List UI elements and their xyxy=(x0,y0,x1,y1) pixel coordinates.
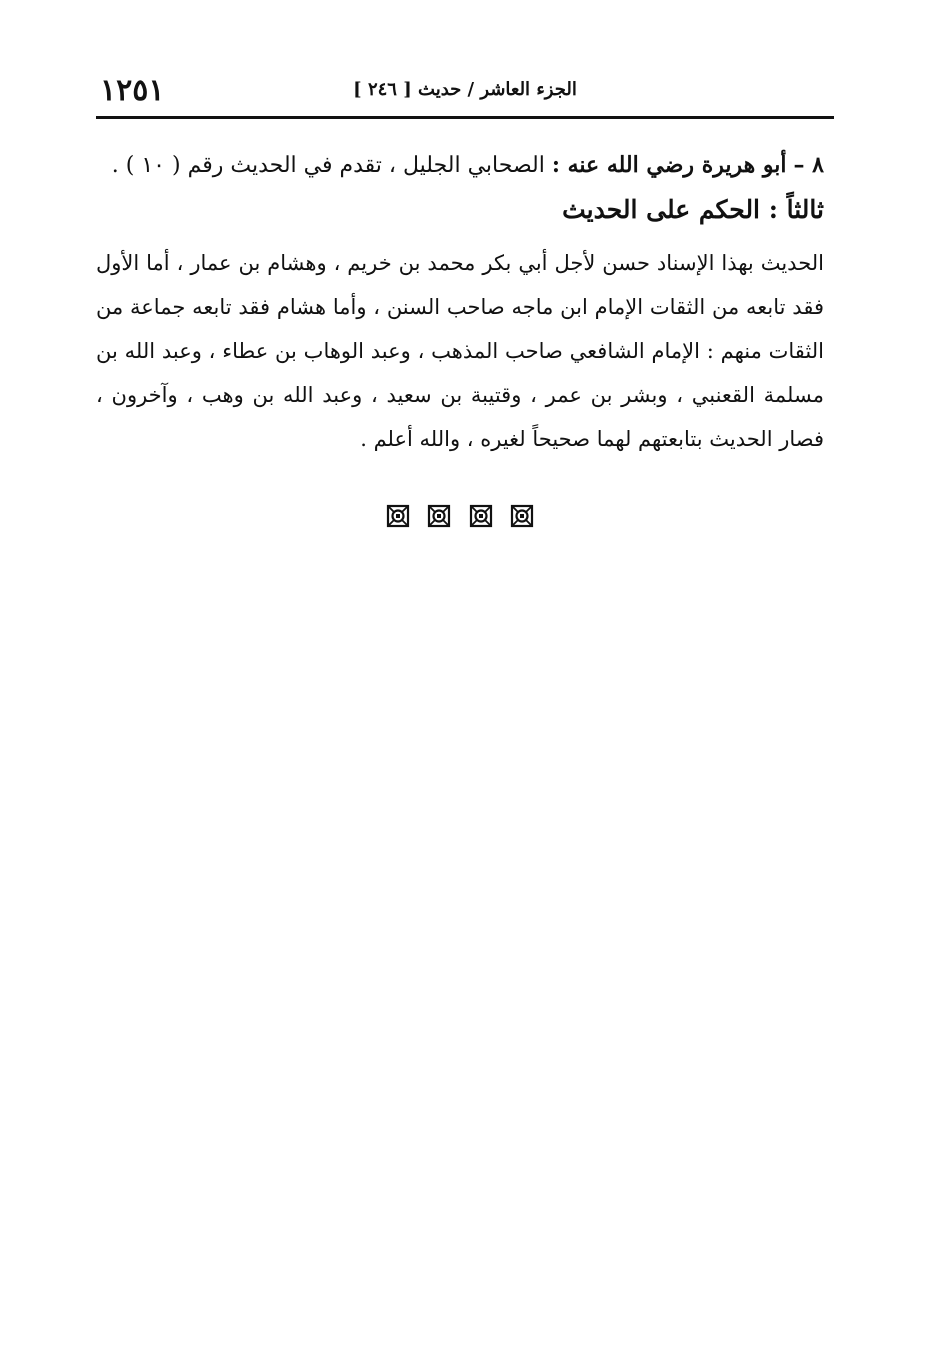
narrator-entry xyxy=(96,145,824,187)
page-number: ١٢٥١ xyxy=(100,73,165,108)
narrator-description: الصحابي الجليل ، تقدم في الحديث رقم ( ١٠ ) . xyxy=(111,153,545,178)
ornamental-square-icon xyxy=(510,504,534,528)
section-heading: ثالثاً : الحكم على الحديث xyxy=(562,194,824,224)
ornamental-square-icon xyxy=(469,504,493,528)
ornament-row xyxy=(386,502,534,530)
running-head: الجزء العاشر / حديث [ ٢٤٦ ] xyxy=(353,79,577,100)
narrator-name: أبو هريرة رضي الله عنه : xyxy=(551,152,787,178)
ornamental-square-icon xyxy=(427,504,451,528)
header-rule xyxy=(96,116,834,119)
page-content xyxy=(96,145,824,482)
ornamental-square-icon xyxy=(386,504,410,528)
ruling-paragraph: الحديث بهذا الإسناد حسن لأجل أبي بكر محمد بن خريم ، وهشام بن عمار ، أما الأول فقد تابعه من الثقات الإمام ابن ماجه صاحب السنن ، وأما هشام فقد تابعه جماعة من الثقات منهم : الإمام الشافعي صاحب المذهب ، وعبد الوهاب بن عطاء ، وعبد الله بن مسلمة القعنبي ، وبشر بن عمر ، وقتيبة بن سعيد ، وعبد الله بن وهب ، وآخرون ، فصار الحديث بتابعتهم لهما صحيحاً لغيره ، والله أعلم . xyxy=(96,251,824,452)
page-header xyxy=(96,68,834,116)
entry-number: ٨ – xyxy=(793,152,824,178)
